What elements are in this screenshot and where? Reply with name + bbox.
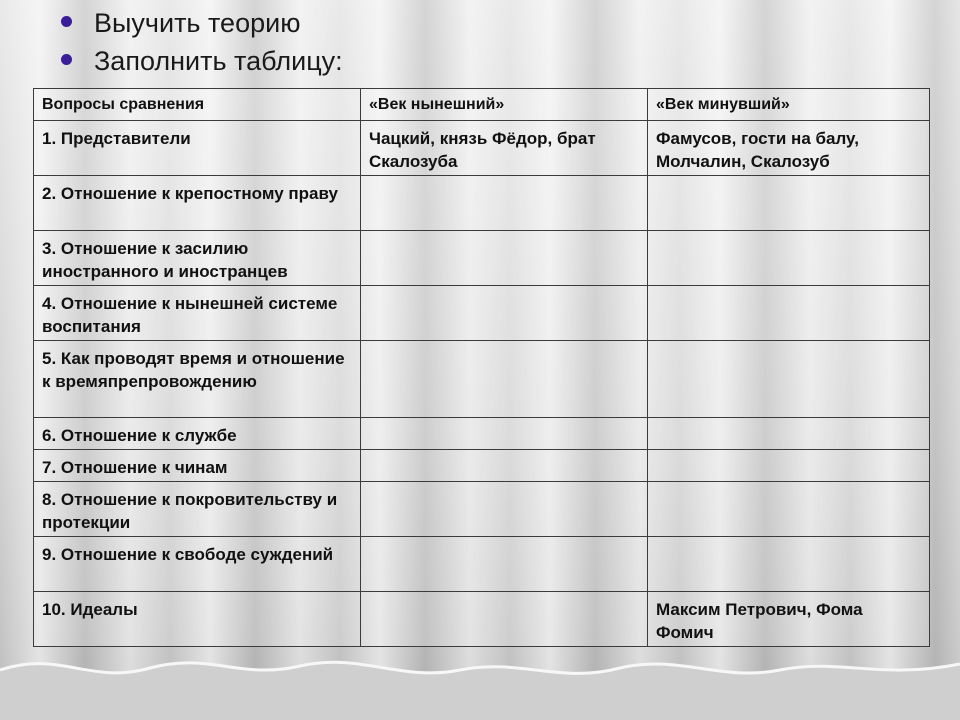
- header-cell: «Век минувший»: [648, 89, 930, 121]
- bullet-dot-icon: [61, 16, 72, 27]
- table-cell: [648, 537, 930, 592]
- table-row: [34, 286, 930, 341]
- table-cell: Чацкий, князь Фёдор, брат Скалозуба: [361, 121, 648, 176]
- table-cell: [361, 418, 648, 450]
- table-cell: [361, 341, 648, 418]
- table-cell: [648, 418, 930, 450]
- table-cell: 5. Как проводят время и отношение к времяпрепровождению: [34, 341, 361, 418]
- table-row: [34, 537, 930, 592]
- table-cell: 10. Идеалы: [34, 592, 361, 647]
- table-cell: 8. Отношение к покровительству и протекции: [34, 482, 361, 537]
- table-cell: [648, 482, 930, 537]
- table-cell: [361, 537, 648, 592]
- table-cell: 2. Отношение к крепостному праву: [34, 176, 361, 231]
- header-cell: «Век нынешний»: [361, 89, 648, 121]
- table-cell: [361, 482, 648, 537]
- table-cell: 3. Отношение к засилию иностранного и иностранцев: [34, 231, 361, 286]
- table-row: [34, 482, 930, 537]
- table-row: [34, 450, 930, 482]
- table-cell: [361, 286, 648, 341]
- table-cell: 1. Представители: [34, 121, 361, 176]
- table-cell: [648, 286, 930, 341]
- bullet-text: Заполнить таблицу:: [94, 46, 343, 76]
- table-cell: 7. Отношение к чинам: [34, 450, 361, 482]
- table-row: [34, 231, 930, 286]
- table-header-row: [34, 89, 930, 121]
- table-row: [34, 121, 930, 176]
- table-cell: [361, 176, 648, 231]
- decorative-curtain-edge: [0, 640, 960, 720]
- table-cell: [648, 231, 930, 286]
- table-row: [34, 341, 930, 418]
- bullet-list: [58, 4, 343, 80]
- table-cell: Максим Петрович, Фома Фомич: [648, 592, 930, 647]
- table-cell: [648, 450, 930, 482]
- header-cell: Вопросы сравнения: [34, 89, 361, 121]
- bullet-text: Выучить теорию: [94, 8, 301, 38]
- table-cell: 6. Отношение к службе: [34, 418, 361, 450]
- table-cell: Фамусов, гости на балу, Молчалин, Скалозуб: [648, 121, 930, 176]
- table-cell: [361, 592, 648, 647]
- bullet-dot-icon: [61, 54, 72, 65]
- table-cell: [361, 450, 648, 482]
- table-cell: [361, 231, 648, 286]
- table-cell: 4. Отношение к нынешней системе воспитания: [34, 286, 361, 341]
- table-cell: 9. Отношение к свободе суждений: [34, 537, 361, 592]
- comparison-table: [33, 88, 930, 647]
- table-row: [34, 176, 930, 231]
- bullet-item: [58, 42, 343, 80]
- table-row: [34, 418, 930, 450]
- table-cell: [648, 341, 930, 418]
- table-row: [34, 592, 930, 647]
- bullet-item: [58, 4, 343, 42]
- table-cell: [648, 176, 930, 231]
